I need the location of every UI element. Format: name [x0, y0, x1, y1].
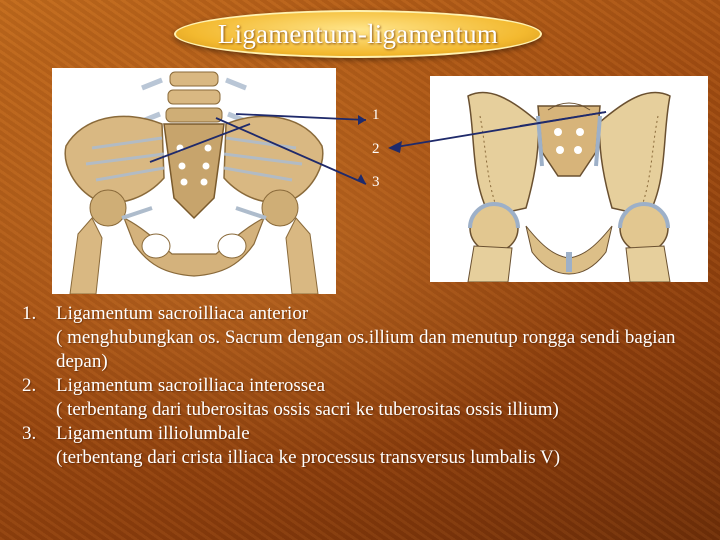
ligament-list	[22, 302, 712, 470]
arrowhead	[358, 115, 366, 125]
pelvis-section-illustration	[430, 76, 708, 282]
marker-1: 1	[372, 107, 380, 123]
list-item	[22, 422, 712, 446]
item-name: Ligamentum illiolumbale	[56, 423, 250, 444]
slide-title: Ligamentum-ligamentum	[217, 18, 499, 49]
marker-3: 3	[372, 174, 380, 190]
arrowhead	[357, 174, 366, 184]
item-description: (terbentang dari crista illiaca ke processus transversus lumbalis V)	[56, 447, 561, 468]
title-banner	[174, 10, 542, 58]
list-item	[22, 374, 712, 398]
pelvis-anterior-illustration	[52, 68, 336, 294]
item-description: ( menghubungkan os. Sacrum dengan os.illium dan menutup rongga sendi bagian depan)	[56, 327, 676, 372]
item-description: ( terbentang dari tuberositas ossis sacri ke tuberositas ossis illium)	[56, 399, 559, 420]
list-item	[22, 302, 712, 326]
arrowhead	[388, 141, 402, 153]
item-number: 3.	[22, 423, 37, 444]
marker-2: 2	[372, 141, 380, 157]
item-name: Ligamentum sacroilliaca interossea	[56, 375, 326, 396]
item-number: 1.	[22, 303, 37, 324]
item-number: 2.	[22, 375, 37, 396]
item-name: Ligamentum sacroilliaca anterior	[56, 303, 309, 324]
